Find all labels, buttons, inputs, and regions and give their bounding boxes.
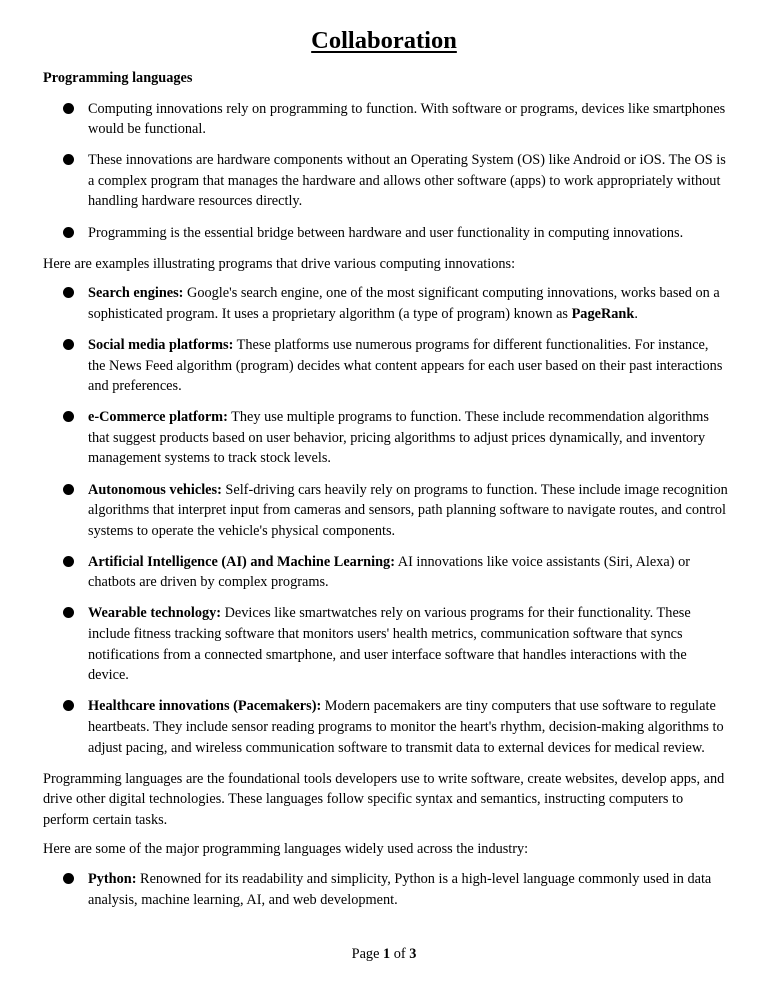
page-footer [0,944,768,964]
list-item-term: Wearable technology: [88,605,222,622]
languages-paragraph: Programming languages are the foundational tools developers use to write software, create websites, develop apps, and drive other digital technologies. These languages follow specific syntax and semantics, instructing computers to perform certain tasks. [43,770,725,828]
list-item [43,335,728,397]
bullet-icon [63,339,74,350]
list-item-text: Computing innovations rely on programming to function. With software or programs, devices like smartphones would be functional. [88,100,726,138]
bullet-icon [63,607,74,618]
bullet-icon [63,103,74,114]
bullet-icon [63,873,74,884]
list-item-text: They use multiple programs to function. These include recommendation algorithms that suggest products based on user behavior, pricing algorithms to adjust prices dynamically, and inventory management systems to track stock levels. [88,409,709,467]
intro-bullet-list [43,99,728,244]
list-item-term: Social media platforms: [88,336,234,353]
list-item-text: These platforms use numerous programs for different functionalities. For instance, the News Feed algorithm (program) decides what content appears for each user based on their past interactions and preferences. [88,336,723,395]
examples-bullet-list [43,283,728,758]
of-label: of [390,946,410,962]
list-item-emphasis: PageRank [571,305,635,322]
bullet-icon [63,411,74,422]
list-item [43,99,728,140]
list-item-text: Programming is the essential bridge between hardware and user functionality in computing innovations. [88,224,684,241]
list-item [43,283,728,324]
list-item-text: These innovations are hardware components without an Operating System (OS) like Android or iOS. The OS is a complex program that manages the hardware and allows other software (apps) to work appropriately without handling hardware resources directly. [88,152,726,210]
list-item-term: Artificial Intelligence (AI) and Machine Learning: [88,553,395,570]
list-item-text: AI innovations like voice assistants (Siri, Alexa) or chatbots are driven by complex programs. [88,553,690,591]
bullet-icon [63,484,74,495]
list-item [43,603,728,685]
list-item [43,150,728,212]
bullet-icon [63,227,74,238]
bullet-icon [63,154,74,165]
list-item-tail: . [634,305,638,322]
total-pages-number: 3 [409,946,417,962]
bullet-icon [63,556,74,567]
list-item [43,552,728,593]
current-page-number: 1 [383,946,391,962]
list-item-text: Renowned for its readability and simplicity, Python is a high-level language commonly used in data analysis, machine learning, AI, and web development. [88,871,712,908]
list-item [43,480,728,542]
list-item [43,696,728,758]
list-item-term: Search engines: [88,285,184,302]
document-title: Collaboration [311,27,457,54]
list-item [43,223,728,244]
languages-bullet-list [43,869,728,910]
list-item-text: Devices like smartwatches rely on various programs for their functionality. These include fitness tracking software that monitors users' health metrics, communication software that syncs notifications from a connected smartphone, and user interface software that handles interactions with the device. [88,605,691,684]
list-item-text: Modern pacemakers are tiny computers that use software to regulate heartbeats. They include sensor reading programs to monitor the heart's rhythm, decision-making algorithms to adjust pacing, and wireless communication software to transmit data to external devices for medical review. [88,698,724,756]
list-item-term: Autonomous vehicles: [88,481,222,498]
languages-intro: Here are some of the major programming languages widely used across the industry: [43,841,529,858]
list-item-term: Healthcare innovations (Pacemakers): [88,698,322,715]
bullet-icon [63,287,74,298]
list-item-term: Python: [88,871,137,887]
list-item-text: Google's search engine, one of the most significant computing innovations, works based on a sophisticated program. It uses a proprietary algorithm (a type of program) known as [88,285,720,322]
bullet-icon [63,700,74,711]
list-item-term: e-Commerce platform: [88,409,228,426]
page-label: Page [351,946,383,962]
list-item [43,407,728,469]
document-body [43,68,728,921]
section-heading: Programming languages [43,70,193,86]
list-item [43,869,728,910]
examples-intro: Here are examples illustrating programs that drive various computing innovations: [43,255,516,272]
list-item-text: Self-driving cars heavily rely on programs to function. These include image recognition algorithms that interpret input from cameras and sensors, path planning software to navigate routes, and control systems to operate the vehicle's physical components. [88,481,728,539]
